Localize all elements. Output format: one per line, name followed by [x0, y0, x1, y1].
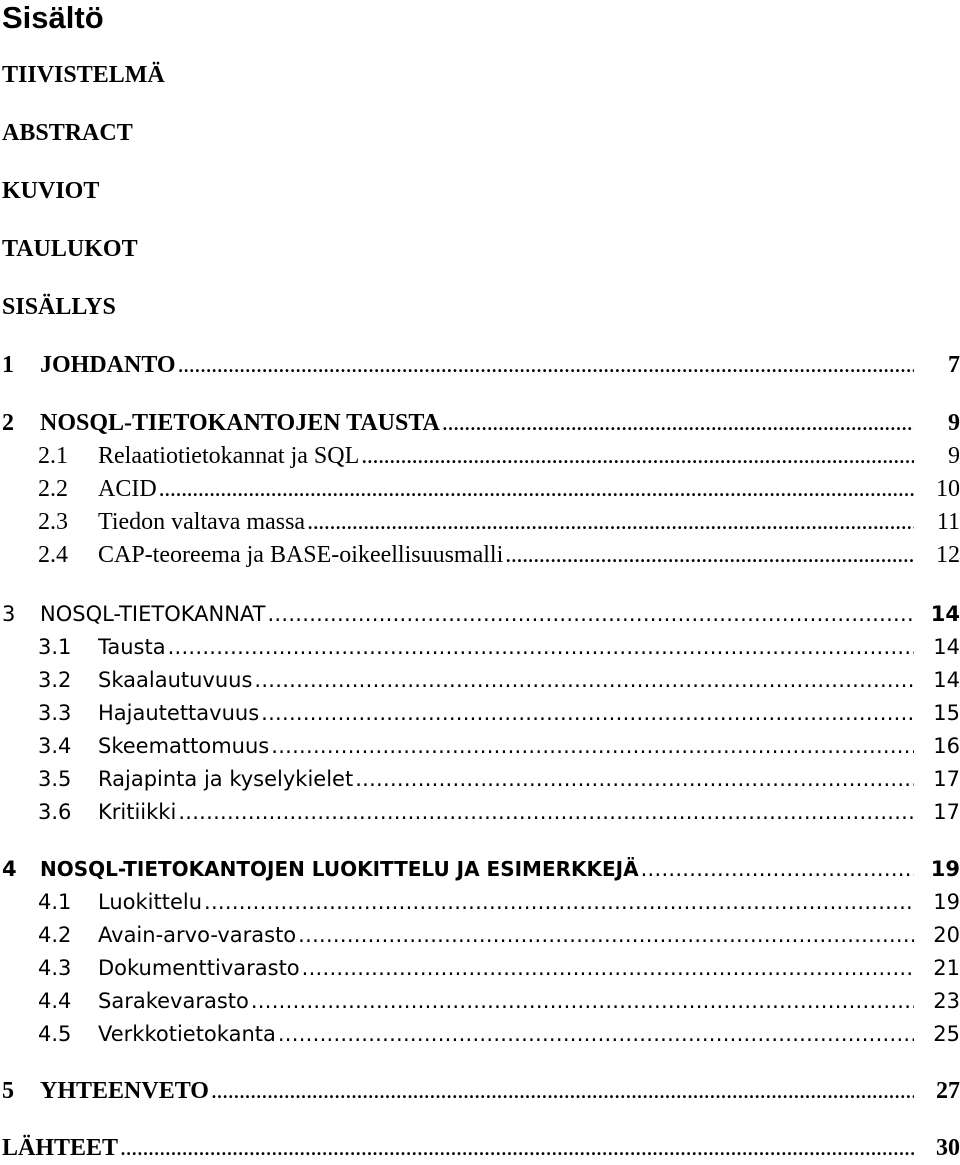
page-number: 10: [936, 476, 960, 502]
section-number: 2.4: [38, 542, 68, 568]
page-number: 12: [936, 542, 960, 568]
dot-leader: [442, 410, 914, 437]
toc-chapter-2[interactable]: [2, 410, 960, 440]
section-number: 2.3: [38, 509, 68, 535]
toc-references[interactable]: [2, 1135, 960, 1165]
toc-chapter-1[interactable]: [2, 352, 960, 382]
toc-section-4-1[interactable]: [2, 890, 960, 920]
page-number: 14: [933, 668, 960, 692]
dot-leader: [302, 956, 914, 980]
dot-leader: [254, 668, 914, 692]
toc-front-taulukot[interactable]: TAULUKOT: [2, 236, 138, 262]
page-title: Sisältö: [2, 0, 104, 35]
toc-section-4-3[interactable]: [2, 956, 960, 986]
section-number: 3.1: [38, 635, 72, 659]
toc-chapter-3[interactable]: [2, 602, 960, 632]
toc-chapter-4[interactable]: [2, 857, 960, 887]
toc-front-kuviot[interactable]: KUVIOT: [2, 178, 100, 204]
page-number: 14: [933, 635, 960, 659]
chapter-number: 1: [2, 352, 14, 378]
dot-leader: [361, 443, 914, 470]
references-title: LÄHTEET: [2, 1135, 119, 1161]
toc-front-sisallys[interactable]: SISÄLLYS: [2, 294, 116, 320]
section-title: Relaatiotietokannat ja SQL: [98, 443, 360, 469]
section-title: Dokumenttivarasto: [98, 956, 300, 980]
section-number: 4.1: [38, 890, 72, 914]
dot-leader: [204, 890, 914, 914]
section-number: 4.2: [38, 923, 72, 947]
dot-leader: [261, 701, 914, 725]
dot-leader: [178, 352, 914, 379]
toc-front-tiivistelma[interactable]: TIIVISTELMÄ: [2, 62, 165, 88]
toc-chapter-5[interactable]: [2, 1078, 960, 1108]
dot-leader: [271, 734, 914, 758]
chapter-title: NOSQL-TIETOKANTOJEN LUOKITTELU JA ESIMERKKEJÄ: [40, 857, 639, 881]
page-number: 19: [933, 890, 960, 914]
section-title: Skaalautuvuus: [98, 668, 253, 692]
page-number: 11: [936, 509, 960, 535]
page-number: 21: [933, 956, 960, 980]
section-number: 4.4: [38, 989, 72, 1013]
dot-leader: [120, 1135, 914, 1162]
page-number: 15: [933, 701, 960, 725]
toc-section-2-4[interactable]: [2, 542, 960, 572]
dot-leader: [267, 602, 914, 626]
toc-section-3-6[interactable]: [2, 800, 960, 830]
page-number: 9: [948, 410, 960, 436]
section-number: 4.3: [38, 956, 72, 980]
dot-leader: [159, 476, 914, 503]
section-title: Verkkotietokanta: [98, 1022, 276, 1046]
toc-section-3-1[interactable]: [2, 635, 960, 665]
page-number: 20: [933, 923, 960, 947]
chapter-number: 3: [2, 602, 16, 626]
section-title: Hajautettavuus: [98, 701, 260, 725]
section-number: 3.5: [38, 767, 72, 791]
chapter-number: 2: [2, 410, 14, 436]
section-title: Sarakevarasto: [98, 989, 249, 1013]
section-number: 3.3: [38, 701, 72, 725]
toc-section-4-4[interactable]: [2, 989, 960, 1019]
section-title: Tausta: [98, 635, 166, 659]
section-number: 2.2: [38, 476, 68, 502]
toc-section-2-3[interactable]: [2, 509, 960, 539]
page-number: 9: [948, 443, 960, 469]
section-number: 3.6: [38, 800, 72, 824]
section-title: ACID: [98, 476, 157, 502]
page-number: 25: [933, 1022, 960, 1046]
dot-leader: [641, 857, 914, 881]
toc-section-2-1[interactable]: [2, 443, 960, 473]
section-title: Skeemattomuus: [98, 734, 270, 758]
section-title: Luokittelu: [98, 890, 203, 914]
dot-leader: [251, 989, 914, 1013]
toc-section-4-2[interactable]: [2, 923, 960, 953]
chapter-title: YHTEENVETO: [40, 1078, 209, 1104]
dot-leader: [307, 509, 914, 536]
section-number: 3.4: [38, 734, 72, 758]
toc-front-abstract[interactable]: ABSTRACT: [2, 120, 133, 146]
dot-leader: [211, 1078, 914, 1105]
dot-leader: [355, 767, 914, 791]
page-number: 23: [933, 989, 960, 1013]
dot-leader: [505, 542, 914, 569]
dot-leader: [178, 800, 914, 824]
page-number: 17: [933, 800, 960, 824]
page-number: 19: [930, 857, 960, 881]
page-number: 27: [936, 1078, 960, 1104]
chapter-title: NOSQL-TIETOKANTOJEN TAUSTA: [40, 410, 440, 436]
toc-section-3-5[interactable]: [2, 767, 960, 797]
dot-leader: [278, 1022, 914, 1046]
chapter-title: JOHDANTO: [40, 352, 176, 378]
page-number: 7: [948, 352, 960, 378]
dot-leader: [168, 635, 914, 659]
chapter-title: NOSQL-TIETOKANNAT: [40, 602, 266, 626]
section-title: Tiedon valtava massa: [98, 509, 306, 535]
section-title: Rajapinta ja kyselykielet: [98, 767, 354, 791]
toc-section-4-5[interactable]: [2, 1022, 960, 1052]
page-number: 30: [936, 1135, 960, 1161]
page-number: 16: [933, 734, 960, 758]
section-number: 3.2: [38, 668, 72, 692]
section-number: 2.1: [38, 443, 68, 469]
section-title: Kritiikki: [98, 800, 177, 824]
toc-section-3-2[interactable]: [2, 668, 960, 698]
toc-section-3-4[interactable]: [2, 734, 960, 764]
toc-section-3-3[interactable]: [2, 701, 960, 731]
page-number: 17: [933, 767, 960, 791]
section-title: Avain-arvo-varasto: [98, 923, 297, 947]
section-title: CAP-teoreema ja BASE-oikeellisuusmalli: [98, 542, 504, 568]
page-number: 14: [930, 602, 960, 626]
dot-leader: [298, 923, 914, 947]
toc-section-2-2[interactable]: [2, 476, 960, 506]
section-number: 4.5: [38, 1022, 72, 1046]
chapter-number: 4: [2, 857, 17, 881]
chapter-number: 5: [2, 1078, 14, 1104]
